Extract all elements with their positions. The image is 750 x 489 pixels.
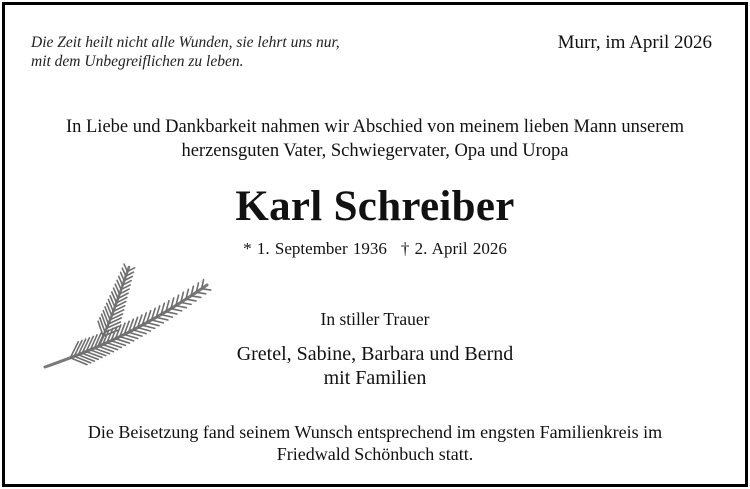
needle <box>124 264 127 272</box>
burial-note <box>5 421 745 465</box>
mourning-phrase: In stiller Trauer <box>320 309 430 329</box>
needle <box>121 272 125 280</box>
life-dates <box>5 238 745 260</box>
deceased-name: Karl Schreiber <box>235 183 515 230</box>
quote-line-1: Die Zeit heilt nicht alle Wunden, sie lehrt uns nur, <box>31 34 340 51</box>
needle <box>196 292 206 294</box>
family-names <box>5 342 745 390</box>
death-notice <box>2 2 748 487</box>
needle <box>133 330 146 334</box>
quote-line-2: mit dem Unbegreiflichen zu leben. <box>31 53 244 70</box>
memorial-quote <box>31 33 340 71</box>
family-line-2: mit Familien <box>323 367 427 389</box>
needle <box>129 332 142 336</box>
needle <box>122 268 126 276</box>
intro-line-2: herzensguten Vater, Schwiegervater, Opa und Uropa <box>181 141 569 161</box>
death-date: † 2. April 2026 <box>400 239 507 258</box>
family-line-1: Gretel, Sabine, Barbara und Bernd <box>236 343 514 365</box>
needle <box>186 299 196 301</box>
intro-line-1: In Liebe und Dankbarkeit nahmen wir Abschied von meinem lieben Mann unserem <box>65 117 685 137</box>
needle <box>191 296 201 298</box>
place-date: Murr, im April 2026 <box>557 32 712 53</box>
needle <box>202 289 211 290</box>
birth-date: * 1. September 1936 <box>243 239 387 258</box>
burial-line-2: Friedwald Schönbuch statt. <box>276 444 474 464</box>
burial-line-1: Die Beisetzung fand seinem Wunsch entsprechend im engsten Familienkreis im <box>87 422 663 442</box>
intro-text <box>5 115 745 163</box>
needle <box>181 303 191 305</box>
